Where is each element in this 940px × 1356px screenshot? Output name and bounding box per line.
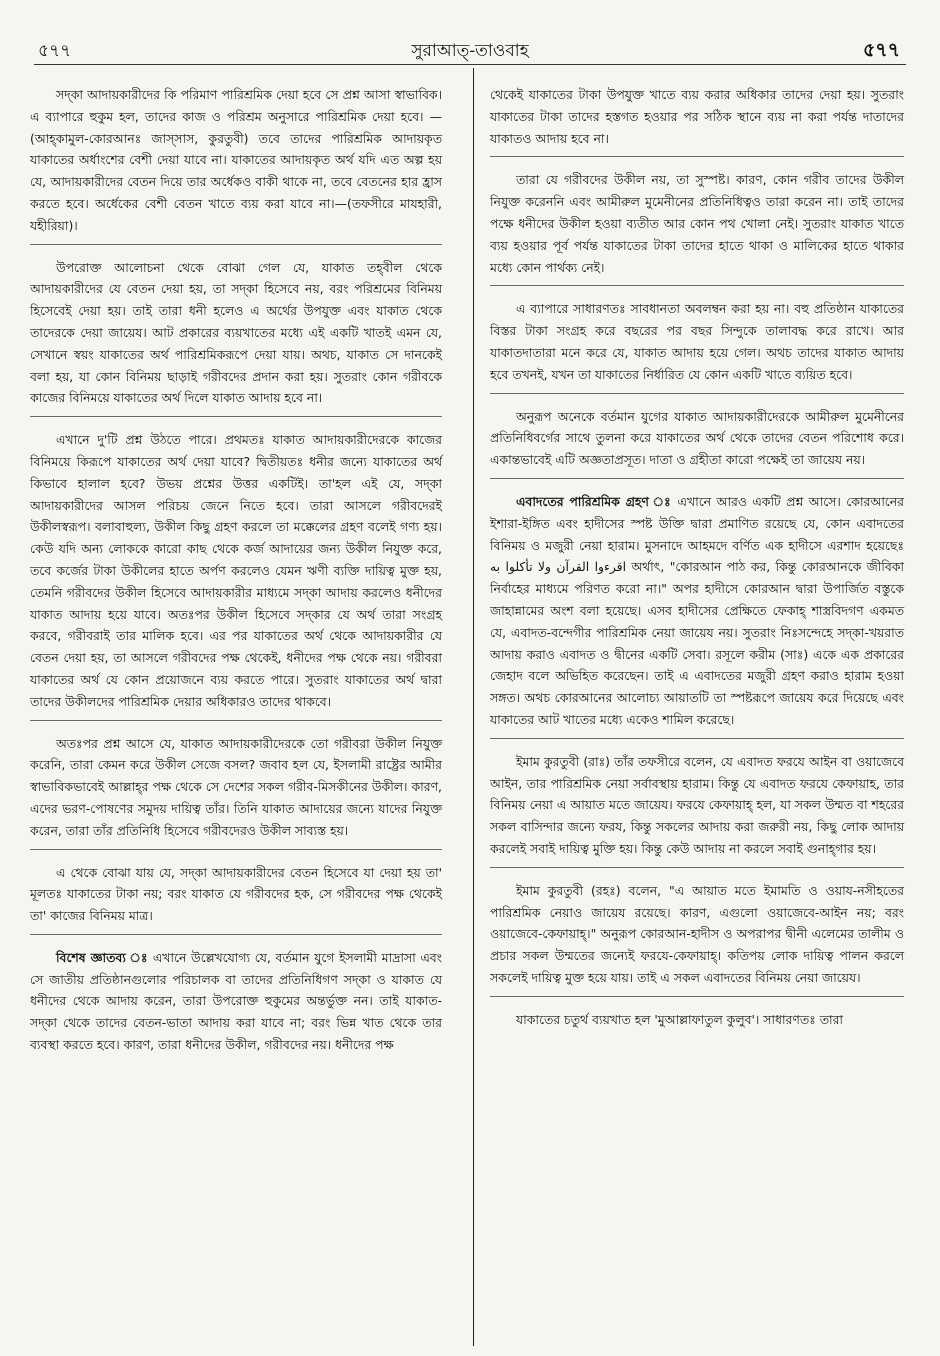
right-column xyxy=(490,84,904,1049)
page-header xyxy=(0,0,940,70)
paragraph: এ ব্যাপারে সাধারণতঃ সাবধানতা অবলম্বন করা হয় না। বহু প্রতিষ্ঠান যাকাতের বিস্তর টাকা সংগ্রহ করে বছরের পর বছর সিন্দুকে তালাবদ্ধ করে রাখে। আর যাকাতদাতারা মনে করে যে, যাকাত আদায় হয়ে গেল। অথচ তাদের যাকাত আদায় হবে তখনই, যখন তা যাকাতের নির্ধারিত যে কোন একটি খাতে ব্যয়িত হবে। xyxy=(490,298,904,393)
note-text: এখানে উল্লেখযোগ্য যে, বর্তমান যুগে ইসলামী মাদ্রাসা এবং সে জাতীয় প্রতিষ্ঠানগুলোর পরিচালক বা তাদের প্রতিনিধিগণ সদ্‌কা ও যাকাত যে ধনীদের থেকে আদায় করেন, তারা উপরোক্ত হুকুমের অন্তর্ভুক্ত নন। তাই যাকাত-সদ্‌কা থেকে তাদের বেতন-ভাতা আদায় করা যাবে না; বরং ভিন্ন খাত থেকে তার ব্যবস্থা করতে হবে। কারণ, তারা ধনীদের উকীল, গরীবদের নয়। ধনীদের পক্ষ xyxy=(30,949,443,1053)
left-column xyxy=(30,84,442,1075)
paragraph: এ থেকে বোঝা যায় যে, সদ্‌কা আদায়কারীদের বেতন হিসেবে যা দেয়া হয় তা' মূলতঃ যাকাতের টাকা নয়; বরং যাকাত যে গরীবদের হক, সে গরীবদের পক্ষ থেকেই তা' কাজের বিনিময় মাত্র। xyxy=(30,862,442,935)
paragraph: থেকেই যাকাতের টাকা উপযুক্ত খাতে ব্যয় করার অধিকার তাদের দেয়া হয়। সুতরাং যাকাতের টাকা তাদের হস্তগত হওয়ার পর সঠিক স্থানে ব্যয় না করা পর্যন্ত দাতাদের যাকাতও আদায় হবে না। xyxy=(490,84,904,157)
section-heading: এবাদতের পারিশ্রমিক গ্রহণ ঃ xyxy=(516,493,673,509)
paragraph: ইমাম কুরতুবী (রহঃ) বলেন, "এ আয়াত মতে ইমামতি ও ওয়ায-নসীহতের পারিশ্রমিক নেয়াও জায়েয রয়েছে। কারণ, এগুলো ওয়াজেবে-আইন নয়; বরং ওয়াজেবে-কেফায়াহ্‌।" অনুরূপ কোরআন-হাদীস ও অপরাপর দ্বীনী এলেমের তালীম ও প্রচার সকল উম্মতের জন্যেই ফরযে-কেফায়াহ্‌। কতিপয় লোক দায়িত্ব পালন করলে সকলেই দায়িত্ব মুক্ত হয়ে যায়। তাই এ সকল এবাদতের বিনিময় নেয়া জায়েয। xyxy=(490,880,904,997)
paragraph: অনুরূপ অনেকে বর্তমান যুগের যাকাত আদায়কারীদেরকে আমীরুল মুমেনীনের প্রতিনিধিবর্গের সাথে তুলনা করে যাকাতের অর্থ থেকে তাদের বেতন পরিশোধ করে। একান্তভাবেই এটি অজ্ঞতাপ্রসূত। দাতা ও গ্রহীতা কারো পক্ষেই তা জায়েয নয়। xyxy=(490,406,904,479)
note-heading: বিশেষ জ্ঞাতব্য ঃ xyxy=(56,949,149,965)
paragraph: ইমাম কুরতুবী (রাঃ) তাঁর তফসীরে বলেন, যে এবাদত ফরযে আইন বা ওয়াজেবে আইন, তার পারিশ্রমিক নেয়া সর্বাবস্থায় হারাম। কিন্তু যে এবাদত ফরযে কেফায়াহ, তার বিনিময় নেয়া এ আয়াত মতে জায়েয। ফরযে কেফায়াহ্‌ হল, যা সকল উম্মত বা শহরের সকল বাসিন্দার জন্যে ফরয, কিন্তু সকলের আদায় করা জরুরী নয়, কিছু লোক আদায় করলেই সবাই দায়িত্ব মুক্তি হয়। কিন্তু কেউ আদায় না করলে সবাই গুনাহ্‌গার হয়। xyxy=(490,751,904,868)
page-number-left: ৫৭৭ xyxy=(38,41,72,61)
paragraph xyxy=(30,947,442,1063)
paragraph: যাকাতের চতুর্থ ব্যয়খাত হল 'মুআল্লাফাতুল কুলুব'। সাধারণতঃ তারা xyxy=(516,1011,844,1027)
column-divider xyxy=(473,68,474,1346)
paragraph: তারা যে গরীবদের উকীল নয়, তা সুস্পষ্ট। কারণ, কোন গরীব তাদের উকীল নিযুক্ত করেননি এবং আমীরুল মুমেনীনের প্রতিনিধিত্বও তারা করেন না। তাই তাদের পক্ষে ধনীদের উকীল হওয়া ব্যতীত আর কোন পথ খোলা নেই। সুতরাং যাকাত খাতে ব্যয় হওয়ার পূর্ব পর্যন্ত যাকাতের টাকা তাদের হাতে থাকা ও মালিকের হাতে থাকার মধ্যে কোন পার্থক্য নেই। xyxy=(490,169,904,286)
paragraph: এখানে দু'টি প্রশ্ন উঠতে পারে। প্রথমতঃ যাকাত আদায়কারীদেরকে কাজের বিনিময়ে কিরূপে যাকাতের অর্থ দেয়া যাবে? দ্বিতীয়তঃ ধনীর জন্যে যাকাতের অর্থ কিভাবে হালাল হবে? উভয় প্রশ্নের উত্তর একটিই। তা'হল এই যে, সদ্‌কা আদায়কারীদের আসল পরিচয় জেনে নিতে হবে। তারা আসলে গরীবদেরই উকীলস্বরূপ। বলাবাহুল্য, উকীল কিছু গ্রহণ করলে তা মক্কেলের গ্রহণ বলেই গণ্য হয়। কেউ যদি অন্য লোককে কারো কাছ থেকে কর্জ আদায়ের জন্য উকীল নিযুক্ত করে, তবে কর্জের টাকা উকীলের হাতে অর্পণ করলেও যেমন ঋণী ব্যক্তি দায়িত্ব মুক্ত হয়, তেমনি গরীবদের উকীল হিসেবে আদায়কারীর মাধ্যমে সদ্‌কা আদায় করলেও ধনীদের যাকাত আদায় হয়ে যাবে। অতঃপর উকীল হিসেবে সদ্‌কার যে অর্থ তারা সংগ্রহ করবে, গরীবরাই তার মালিক হবে। এর পর যাকাতের অর্থ থেকে আদায়কারীর যে বেতন দেয়া হয়, তা আসলে গরীবদের পক্ষ থেকেই, ধনীদের পক্ষ থেকে নয়। গরীবরা যাকাতের অর্থ যে কোন প্রয়োজনে ব্যয় করতে পারে। সুতরাং যাকাতের অর্থ দ্বারা তাদের উকীলদের পারিশ্রমিক দেয়ার অধিকারও তাদের থাকবে। xyxy=(30,429,442,720)
surah-title: সুরাআত্‌-তাওবাহ xyxy=(411,41,529,61)
paragraph: অতঃপর প্রশ্ন আসে যে, যাকাত আদায়কারীদেরকে তো গরীবরা উকীল নিযুক্ত করেনি, তারা কেমন করে উকীল সেজে বসল? জবাব হল যে, ইসলামী রাষ্ট্রের আমীর স্বাভাবিকভাবেই আল্লাহ্‌র পক্ষ থেকে সে দেশের সকল গরীব-মিসকীনের উকীল। কারণ, এদের ভরণ-পোষণের সমুদয় দায়িত্ব তাঁর। তিনি যাকাত আদায়ের জন্যে যাদের নিযুক্ত করেন, তারা তাঁর প্রতিনিধি হিসেবে গরীবদেরও উকীল সাব্যস্ত হয়। xyxy=(30,733,442,850)
header-rule xyxy=(34,64,906,65)
page-number-right: ৫৭৭ xyxy=(862,39,900,61)
section-text: এখানে আরও একটি প্রশ্ন আসে। কোরআনের ইশারা-ইঙ্গিত এবং হাদীসের স্পষ্ট উক্তি দ্বারা প্রমাণিত রয়েছে যে, কোন এবাদতের বিনিময় ও মজুরী নেয়া হারাম। মুসনাদে আহমদে বর্ণিত এক হাদীসে এরশাদ হয়েছেঃ اقرءوا القرآن ولا تأكلوا به অর্থাৎ, "কোরআন পাঠ কর, কিন্তু কোরআনকে জীবিকা নির্বাহের মাধ্যমে পরিণত করো না।" অপর হাদীসে কোরআন দ্বারা উপার্জিত বস্তুকে জাহান্নামের অংশ বলা হয়েছে। এসব হাদীসের প্রেক্ষিতে ফেকাহ্‌ শাস্ত্রবিদগণ একমত যে, এবাদত-বন্দেগীর পারিশ্রমিক নেয়া জায়েয নয়। সুতরাং নিঃসন্দেহে সদ্‌কা-খয়রাত আদায় করাও এবাদত ও দ্বীনের একটি সেবা। রসূলে করীম (সাঃ) একে এক প্রকারের জেহাদ বলে অভিহিত করেছেন। তাই এ এবাদতের মজুরী গ্রহণ করাও হারাম হওয়া সঙ্গত। অথচ কোরআনের আলোচ্য আয়াতটি তা স্পষ্টরূপে জায়েয করে দিয়েছে এবং যাকাতের আট খাতের মধ্যে একেও শামিল করেছে। xyxy=(490,493,904,727)
paragraph: উপরোক্ত আলোচনা থেকে বোঝা গেল যে, যাকাত তহ্‌বীল থেকে আদায়কারীদের যে বেতন দেয়া হয়, তা সদ্‌কা হিসেবে নয়, বরং পরিশ্রমের বিনিময় হিসেবেই দেয়া হয়। তাই তারা ধনী হলেও এ অর্থের উপযুক্ত এবং যাকাত থেকে তাদেরকে দেয়া জায়েয। আট প্রকারের ব্যয়খাতের মধ্যে এই একটি খাতই এমন যে, সেখানে স্বয়ং যাকাতের অর্থ পারিশ্রমিকরূপে দেয়া যায়। অথচ, যাকাত সে দানকেই বলা হয়, যা কোন বিনিময় ছাড়াই গরীবদের প্রদান করা হয়। সুতরাং কোন গরীবকে কাজের বিনিময়ে যাকাতের অর্থ দিলে যাকাত আদায় হবে না। xyxy=(30,257,442,418)
paragraph xyxy=(490,491,904,739)
paragraph: সদ্‌কা আদায়কারীদের কি পরিমাণ পারিশ্রমিক দেয়া হবে সে প্রশ্ন আসা স্বাভাবিক। এ ব্যাপারে হুকুম হল, তাদের কাজ ও পরিশ্রম অনুসারে পারিশ্রমিক দেয়া হবে। —(আহ্‌কামুল-কোরআনঃ জাস্‌সাস, কুরতুবী) তবে তাদের পারিশ্রমিক আদায়কৃত যাকাতের অর্ধাংশের বেশী দেয়া যাবে না। যাকাতের আদায়কৃত অর্থ যদি এত অল্প হয় যে, আদায়কারীদের বেতন দিয়ে তার অর্ধেকও বাকী থাকে না, তবে বেতনের হার হ্রাস করতে হবে। অর্ধেকের বেশী বেতন খাতে ব্যয় করা যাবে না।—(তফসীরে মাযহারী, যহীরিয়া)। xyxy=(30,84,442,245)
